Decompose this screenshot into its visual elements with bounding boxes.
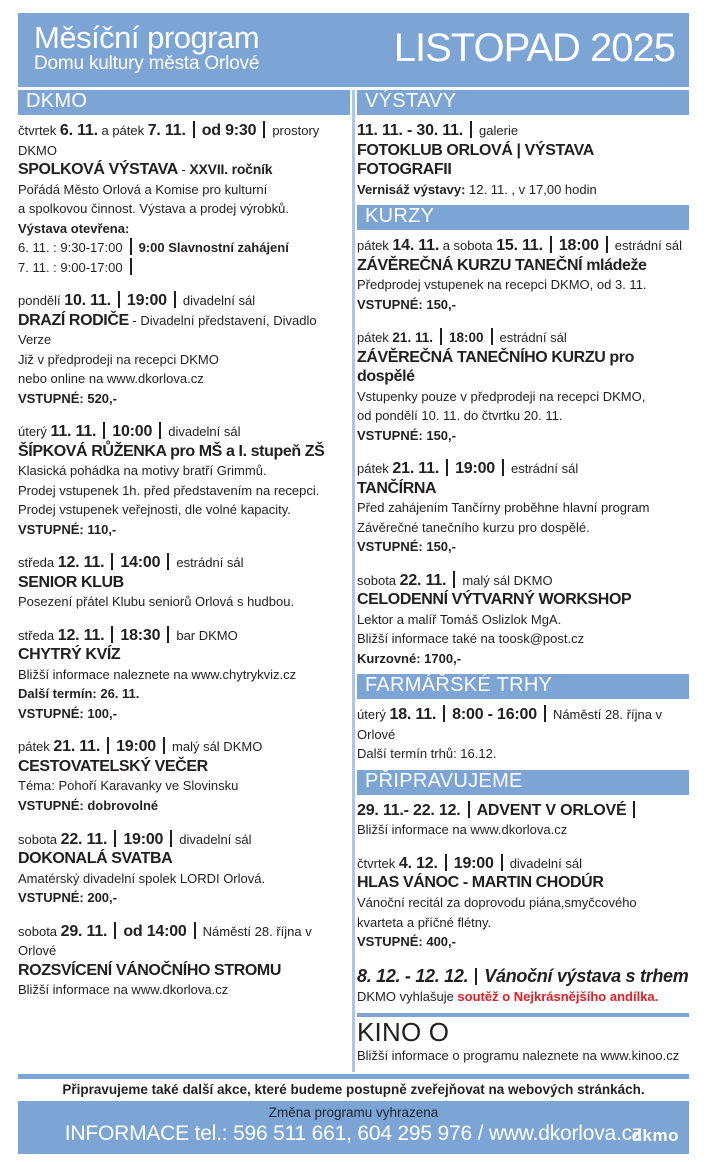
text-segment: a sobota xyxy=(439,238,497,254)
text-segment: čtvrtek xyxy=(18,123,60,138)
text-segment: malý sál DKMO xyxy=(462,572,553,588)
separator-bar xyxy=(107,737,109,754)
text-segment: galerie xyxy=(479,123,519,138)
text-segment: Další termín trhů: 16.12. xyxy=(357,746,497,762)
text-segment: Lektor a malíř Tomáš Oslizlok MgA. xyxy=(357,611,562,627)
text-segment: CELODENNÍ VÝTVARNÝ WORKSHOP xyxy=(357,591,632,609)
poster-title: Měsíční program xyxy=(34,20,260,56)
text-segment: 18:30 xyxy=(120,626,161,644)
text-segment: 18:00 xyxy=(448,330,484,346)
text-segment: VSTUPNÉ: 150,- xyxy=(357,539,456,555)
event-line xyxy=(357,854,689,874)
text-segment: VSTUPNÉ: 100,- xyxy=(18,705,117,721)
event-line xyxy=(18,830,350,850)
event-line xyxy=(18,160,350,180)
text-segment: 18. 11. xyxy=(389,706,437,724)
text-segment: estrádní sál xyxy=(176,555,244,571)
separator-bar xyxy=(453,571,455,588)
text-segment: Pořádá Město Orlová a Komise pro kulturní xyxy=(18,181,268,197)
poster-title-block xyxy=(34,22,259,74)
section xyxy=(357,205,689,668)
text-segment: Vánoční výstava s trhem xyxy=(484,965,689,986)
separator-bar xyxy=(170,830,172,847)
event-line xyxy=(18,665,350,685)
separator-bar xyxy=(468,801,470,818)
text-segment: 10:00 xyxy=(112,423,153,441)
text-segment: Bližší informace na www.dkorlova.cz xyxy=(18,982,229,998)
text-segment: 9:00 Slavnostní zahájení xyxy=(138,240,289,256)
event-line xyxy=(357,236,689,256)
text-segment: Již v předprodeji na recepci DKMO xyxy=(18,351,219,367)
event-line xyxy=(357,406,689,426)
event-line xyxy=(18,645,350,665)
section-header: VÝSTAVY xyxy=(357,90,689,115)
text-segment: Závěrečné tanečního kurzu pro dospělé. xyxy=(357,519,590,535)
event-line xyxy=(357,256,689,276)
text-segment: pátek xyxy=(357,461,393,477)
event xyxy=(357,571,689,669)
separator-bar xyxy=(103,422,105,439)
text-segment: 21. 11. xyxy=(392,330,433,346)
text-segment: středa xyxy=(18,555,58,571)
event-line xyxy=(18,481,350,501)
event xyxy=(357,966,689,1007)
text-segment: středa xyxy=(18,627,58,643)
text-segment: 12. 11. , v 17,00 hodin xyxy=(469,181,597,197)
text-segment: 15. 11. xyxy=(496,237,543,255)
event-line xyxy=(18,219,350,239)
event-line xyxy=(357,1046,689,1066)
text-segment: Bližší informace naleznete na www.chytrykviz.cz xyxy=(18,666,297,682)
event-line xyxy=(357,459,689,479)
event-line xyxy=(18,389,350,409)
event-line xyxy=(357,348,689,387)
event-line xyxy=(18,461,350,481)
right-column xyxy=(357,90,689,1072)
text-segment: VSTUPNÉ: 150,- xyxy=(357,296,456,312)
section-header: KURZY xyxy=(357,205,689,230)
section xyxy=(357,674,689,764)
text-segment: Téma: Pohoří Karavanky ve Slovinsku xyxy=(18,778,239,794)
text-segment: 19:00 xyxy=(453,854,494,872)
text-segment: 14. 11. xyxy=(392,237,440,255)
text-segment: ROZSVÍCENÍ VÁNOČNÍHO STROMU xyxy=(18,961,281,979)
text-segment: FOTOKLUB ORLOVÁ | VÝSTAVA FOTOGRAFII xyxy=(357,141,594,179)
text-segment: a pátek xyxy=(97,123,148,138)
text-segment: Vánoční recitál za doprovodu piána,smyčcového xyxy=(357,894,637,910)
text-segment: Vernisáž výstavy: xyxy=(357,181,470,197)
section-events xyxy=(357,801,689,1007)
event-line xyxy=(357,913,689,933)
text-segment: kvarteta a příčné flétny. xyxy=(357,914,492,930)
text-segment: pátek xyxy=(357,238,393,254)
column-divider xyxy=(352,90,355,1072)
text-segment: 11. 11. - 30. 11. xyxy=(357,122,464,139)
text-segment: pátek xyxy=(18,739,54,755)
text-segment: od pondělí 10. 11. do čtvrtku 20. 11. xyxy=(357,408,563,424)
separator-bar xyxy=(550,236,552,253)
separator-bar xyxy=(470,121,472,138)
text-segment: 22. 11. xyxy=(399,571,447,589)
text-segment: Prodej vstupenek veřejnosti, dle volné kapacity. xyxy=(18,502,291,518)
text-segment: Předprodej vstupenek na recepci DKMO, od 3. 11. xyxy=(357,277,647,293)
event xyxy=(18,922,350,1000)
text-segment: XXVII. ročník xyxy=(189,161,273,178)
separator-bar xyxy=(159,422,161,439)
section xyxy=(357,770,689,1007)
text-segment: 7. 11. xyxy=(147,122,186,139)
separator-bar xyxy=(130,238,132,255)
section xyxy=(357,1013,689,1066)
section-events xyxy=(357,705,689,764)
text-segment: 29. 11.- 22. 12. xyxy=(357,801,461,819)
section-header: PŘIPRAVUJEME xyxy=(357,770,689,795)
text-segment: a spolkovou činnost. Výstava a prodej výrobků. xyxy=(18,201,289,217)
text-segment: ZÁVĚREČNÁ KURZU TANEČNÍ mládeže xyxy=(357,256,647,274)
section-events xyxy=(357,236,689,668)
text-segment: 19:00 xyxy=(126,292,167,310)
text-segment: 14:00 xyxy=(120,554,161,572)
event-line xyxy=(18,121,350,160)
event-line xyxy=(357,537,689,557)
event xyxy=(357,801,689,840)
text-segment: 22. 11. xyxy=(60,830,108,848)
event xyxy=(18,291,350,408)
text-segment: CHYTRÝ KVÍZ xyxy=(18,646,121,664)
text-segment: divadelní sál xyxy=(179,831,252,847)
poster-subtitle: Domu kultury města Orlové xyxy=(34,52,260,74)
separator-bar xyxy=(174,291,176,308)
text-segment: 19:00 xyxy=(455,460,496,478)
event-line xyxy=(357,744,689,764)
text-segment: Bližší informace také na toosk@post.cz xyxy=(357,631,585,647)
text-segment: nebo online na www.dkorlova.cz xyxy=(18,371,204,387)
text-segment: soutěž o Nejkrásnějšího andílka. xyxy=(457,989,659,1005)
text-segment: Kurzovné: 1700,- xyxy=(357,650,462,666)
event-line xyxy=(18,180,350,200)
event-line xyxy=(18,258,350,278)
text-segment: pátek xyxy=(357,330,393,346)
text-segment: úterý xyxy=(18,424,51,440)
text-segment: VSTUPNÉ: dobrovolné xyxy=(18,797,159,813)
event xyxy=(18,121,350,277)
separator-bar xyxy=(193,121,195,138)
text-segment: Náměstí 28. října v Orlové xyxy=(18,923,312,959)
text-segment: Posezení přátel Klubu seniorů Orlová s hudbou. xyxy=(18,594,295,610)
footer-note: Připravujeme také další akce, které budeme postupně zveřejňovat na webových stránkách. xyxy=(62,1081,645,1097)
text-segment: estrádní sál xyxy=(511,461,579,477)
text-segment: 21. 11. xyxy=(53,738,101,756)
event-line xyxy=(18,888,350,908)
text-segment: estrádní sál xyxy=(614,238,682,254)
text-segment: sobota xyxy=(357,572,400,588)
separator-bar xyxy=(111,626,113,643)
separator-bar xyxy=(491,328,493,345)
event-line xyxy=(357,180,689,200)
separator-bar xyxy=(544,705,546,722)
text-segment: 18:00 xyxy=(558,237,599,255)
event-line xyxy=(357,801,689,821)
event-line xyxy=(357,141,689,180)
text-segment: VSTUPNÉ: 110,- xyxy=(18,521,117,537)
event-line xyxy=(18,311,350,350)
event-line xyxy=(357,649,689,669)
event-line xyxy=(18,369,350,389)
event-line xyxy=(18,980,350,1000)
event-line xyxy=(357,893,689,913)
text-segment: estrádní sál xyxy=(499,330,567,346)
separator-bar xyxy=(445,854,447,871)
columns xyxy=(18,90,689,1072)
text-segment: Bližší informace o programu naleznete na www.kinoo.cz xyxy=(357,1048,680,1064)
separator-bar xyxy=(443,705,445,722)
event-line xyxy=(18,442,350,462)
text-segment: Výstava otevřena: xyxy=(18,220,130,236)
text-segment: SENIOR KLUB xyxy=(18,573,124,591)
poster-header xyxy=(18,13,689,87)
event-line xyxy=(357,987,689,1007)
event-line xyxy=(18,626,350,646)
text-segment: 19:00 xyxy=(123,830,164,848)
section xyxy=(357,90,689,199)
footer-rule xyxy=(18,1074,689,1079)
text-segment: DRAZÍ RODIČE xyxy=(18,311,129,329)
separator-bar xyxy=(501,854,503,871)
separator-bar xyxy=(446,459,448,476)
event-line xyxy=(18,573,350,593)
poster-month: LISTOPAD 2025 xyxy=(393,25,675,70)
event-line xyxy=(18,553,350,573)
event xyxy=(18,422,350,539)
text-segment: 29. 11. xyxy=(60,922,108,940)
text-segment: ZÁVĚREČNÁ TANEČNÍHO KURZU pro dospělé xyxy=(357,348,634,386)
text-segment: Klasická pohádka na motivy bratří Grimmů. xyxy=(18,463,267,479)
text-segment: 12. 11. xyxy=(57,626,105,644)
event-line xyxy=(18,796,350,816)
event-line xyxy=(18,520,350,540)
event-line xyxy=(18,704,350,724)
event xyxy=(357,121,689,199)
event-line xyxy=(357,932,689,952)
text-segment: VSTUPNÉ: 150,- xyxy=(357,427,456,443)
event-line xyxy=(357,571,689,591)
event xyxy=(18,737,350,815)
event-line xyxy=(18,849,350,869)
event-line xyxy=(357,387,689,407)
text-segment: VSTUPNÉ: 520,- xyxy=(18,390,117,406)
text-segment: 19:00 xyxy=(116,738,157,756)
text-segment: od 14:00 xyxy=(123,922,187,940)
event xyxy=(18,553,350,612)
separator-bar xyxy=(114,922,116,939)
event-line xyxy=(18,592,350,612)
left-events xyxy=(18,121,350,1000)
event xyxy=(357,854,689,952)
section-events xyxy=(357,121,689,199)
event-line xyxy=(18,350,350,370)
event xyxy=(18,626,350,724)
text-segment: 4. 12. xyxy=(398,854,438,872)
text-segment: 8. 12. - 12. 12. xyxy=(357,965,469,986)
event-line xyxy=(357,629,689,649)
left-column xyxy=(18,90,350,1072)
text-segment: CESTOVATELSKÝ VEČER xyxy=(18,757,208,775)
event-line xyxy=(357,966,689,988)
separator-bar xyxy=(118,291,120,308)
separator-bar xyxy=(163,737,165,754)
dkmo-logo: dkmo xyxy=(631,1125,679,1145)
text-segment: TANČÍRNA xyxy=(357,479,437,497)
text-segment: VSTUPNÉ: 200,- xyxy=(18,890,117,906)
section-header: KINO O xyxy=(357,1017,450,1047)
text-segment: pondělí xyxy=(18,293,65,309)
separator-bar xyxy=(502,459,504,476)
text-segment: sobota xyxy=(18,923,61,939)
footer-change-note: Změna programu vyhrazena xyxy=(268,1104,439,1120)
section-header-dkmo: DKMO xyxy=(18,90,350,115)
text-segment: sobota xyxy=(18,831,61,847)
separator-bar xyxy=(167,626,169,643)
event-line xyxy=(357,873,689,893)
event-line xyxy=(357,295,689,315)
text-segment: prostory DKMO xyxy=(18,123,320,158)
event-line xyxy=(18,776,350,796)
text-segment: 10. 11. xyxy=(64,292,111,310)
text-segment: 12. 11. xyxy=(57,554,105,572)
event-line xyxy=(357,328,689,348)
section-events xyxy=(357,1046,689,1066)
event-line xyxy=(357,820,689,840)
event-line xyxy=(18,961,350,981)
text-segment: Náměstí 28. října v Orlové xyxy=(357,707,663,742)
text-segment: Vstupenky pouze v předprodeji na recepci DKMO, xyxy=(357,388,646,404)
section-header: FARMÁŘSKÉ TRHY xyxy=(357,674,689,699)
event-line xyxy=(357,518,689,538)
event-line xyxy=(357,498,689,518)
separator-bar xyxy=(633,801,635,818)
text-segment: čtvrtek xyxy=(357,855,399,871)
text-segment: - Divadelní představení, Divadlo Verze xyxy=(18,312,317,348)
text-segment: 6. 11. xyxy=(59,122,98,139)
separator-bar xyxy=(111,553,113,570)
text-segment: ŠÍPKOVÁ RŮŽENKA pro MŠ a I. stupeň ZŠ xyxy=(18,442,325,460)
footer-info-line: INFORMACE tel.: 596 511 661, 604 295 976 / www.dkorlova.cz xyxy=(64,1121,643,1145)
separator-bar xyxy=(167,553,169,570)
section-top-rule xyxy=(357,1013,689,1017)
event-line xyxy=(18,757,350,777)
text-segment: DKMO vyhlašuje xyxy=(357,989,458,1005)
event-line xyxy=(357,479,689,499)
text-segment: SPOLKOVÁ VÝSTAVA xyxy=(18,161,178,179)
event xyxy=(357,705,689,764)
event xyxy=(357,236,689,314)
event-line xyxy=(18,869,350,889)
separator-bar xyxy=(194,922,196,939)
text-segment: divadelní sál xyxy=(182,293,256,309)
event-line xyxy=(357,705,689,744)
text-segment: VSTUPNÉ: 400,- xyxy=(357,934,456,950)
event-line xyxy=(357,275,689,295)
text-segment: ADVENT V ORLOVÉ xyxy=(476,801,627,819)
text-segment: divadelní sál xyxy=(509,855,582,871)
event-line xyxy=(18,422,350,442)
event xyxy=(357,328,689,445)
event-line xyxy=(18,238,350,258)
text-segment: 7. 11. : 9:00-17:00 xyxy=(18,259,123,275)
text-segment: Amatérský divadelní spolek LORDI Orlová. xyxy=(18,870,266,886)
text-segment: DOKONALÁ SVATBA xyxy=(18,850,173,868)
text-segment: bar DKMO xyxy=(176,627,238,643)
text-segment: Bližší informace na www.dkorlova.cz xyxy=(357,822,568,838)
event xyxy=(357,1046,689,1066)
text-segment: 6. 11. : 9:30-17:00 xyxy=(18,240,123,256)
event xyxy=(18,830,350,908)
text-segment: Před zahájením Tančírny proběhne hlavní program xyxy=(357,500,650,516)
event-line xyxy=(357,426,689,446)
separator-bar xyxy=(475,968,477,985)
event-line xyxy=(357,121,689,141)
text-segment: úterý xyxy=(357,707,390,723)
event-line xyxy=(18,684,350,704)
event-line xyxy=(357,610,689,630)
text-segment: 21. 11. xyxy=(392,460,440,478)
separator-bar xyxy=(114,830,116,847)
event-line xyxy=(18,737,350,757)
separator-bar xyxy=(606,236,608,253)
separator-bar xyxy=(130,258,132,275)
text-segment: 8:00 - 16:00 xyxy=(452,706,537,724)
footer-box xyxy=(18,1101,689,1154)
separator-bar xyxy=(440,328,442,345)
separator-bar xyxy=(263,121,265,138)
text-segment: Prodej vstupenek 1h. před představením na recepci. xyxy=(18,482,320,498)
text-segment: malý sál DKMO xyxy=(172,739,263,755)
text-segment: od 9:30 xyxy=(201,122,257,139)
event-line xyxy=(18,922,350,961)
text-segment: HLAS VÁNOC - MARTIN CHODÚR xyxy=(357,874,604,892)
event-line xyxy=(18,500,350,520)
event-line xyxy=(18,199,350,219)
event-line xyxy=(357,590,689,610)
text-segment: Další termín: 26. 11. xyxy=(18,686,140,702)
event xyxy=(357,459,689,557)
event-line xyxy=(18,291,350,311)
text-segment: - xyxy=(177,162,190,178)
text-segment: divadelní sál xyxy=(168,424,241,440)
text-segment: 11. 11. xyxy=(50,423,97,441)
